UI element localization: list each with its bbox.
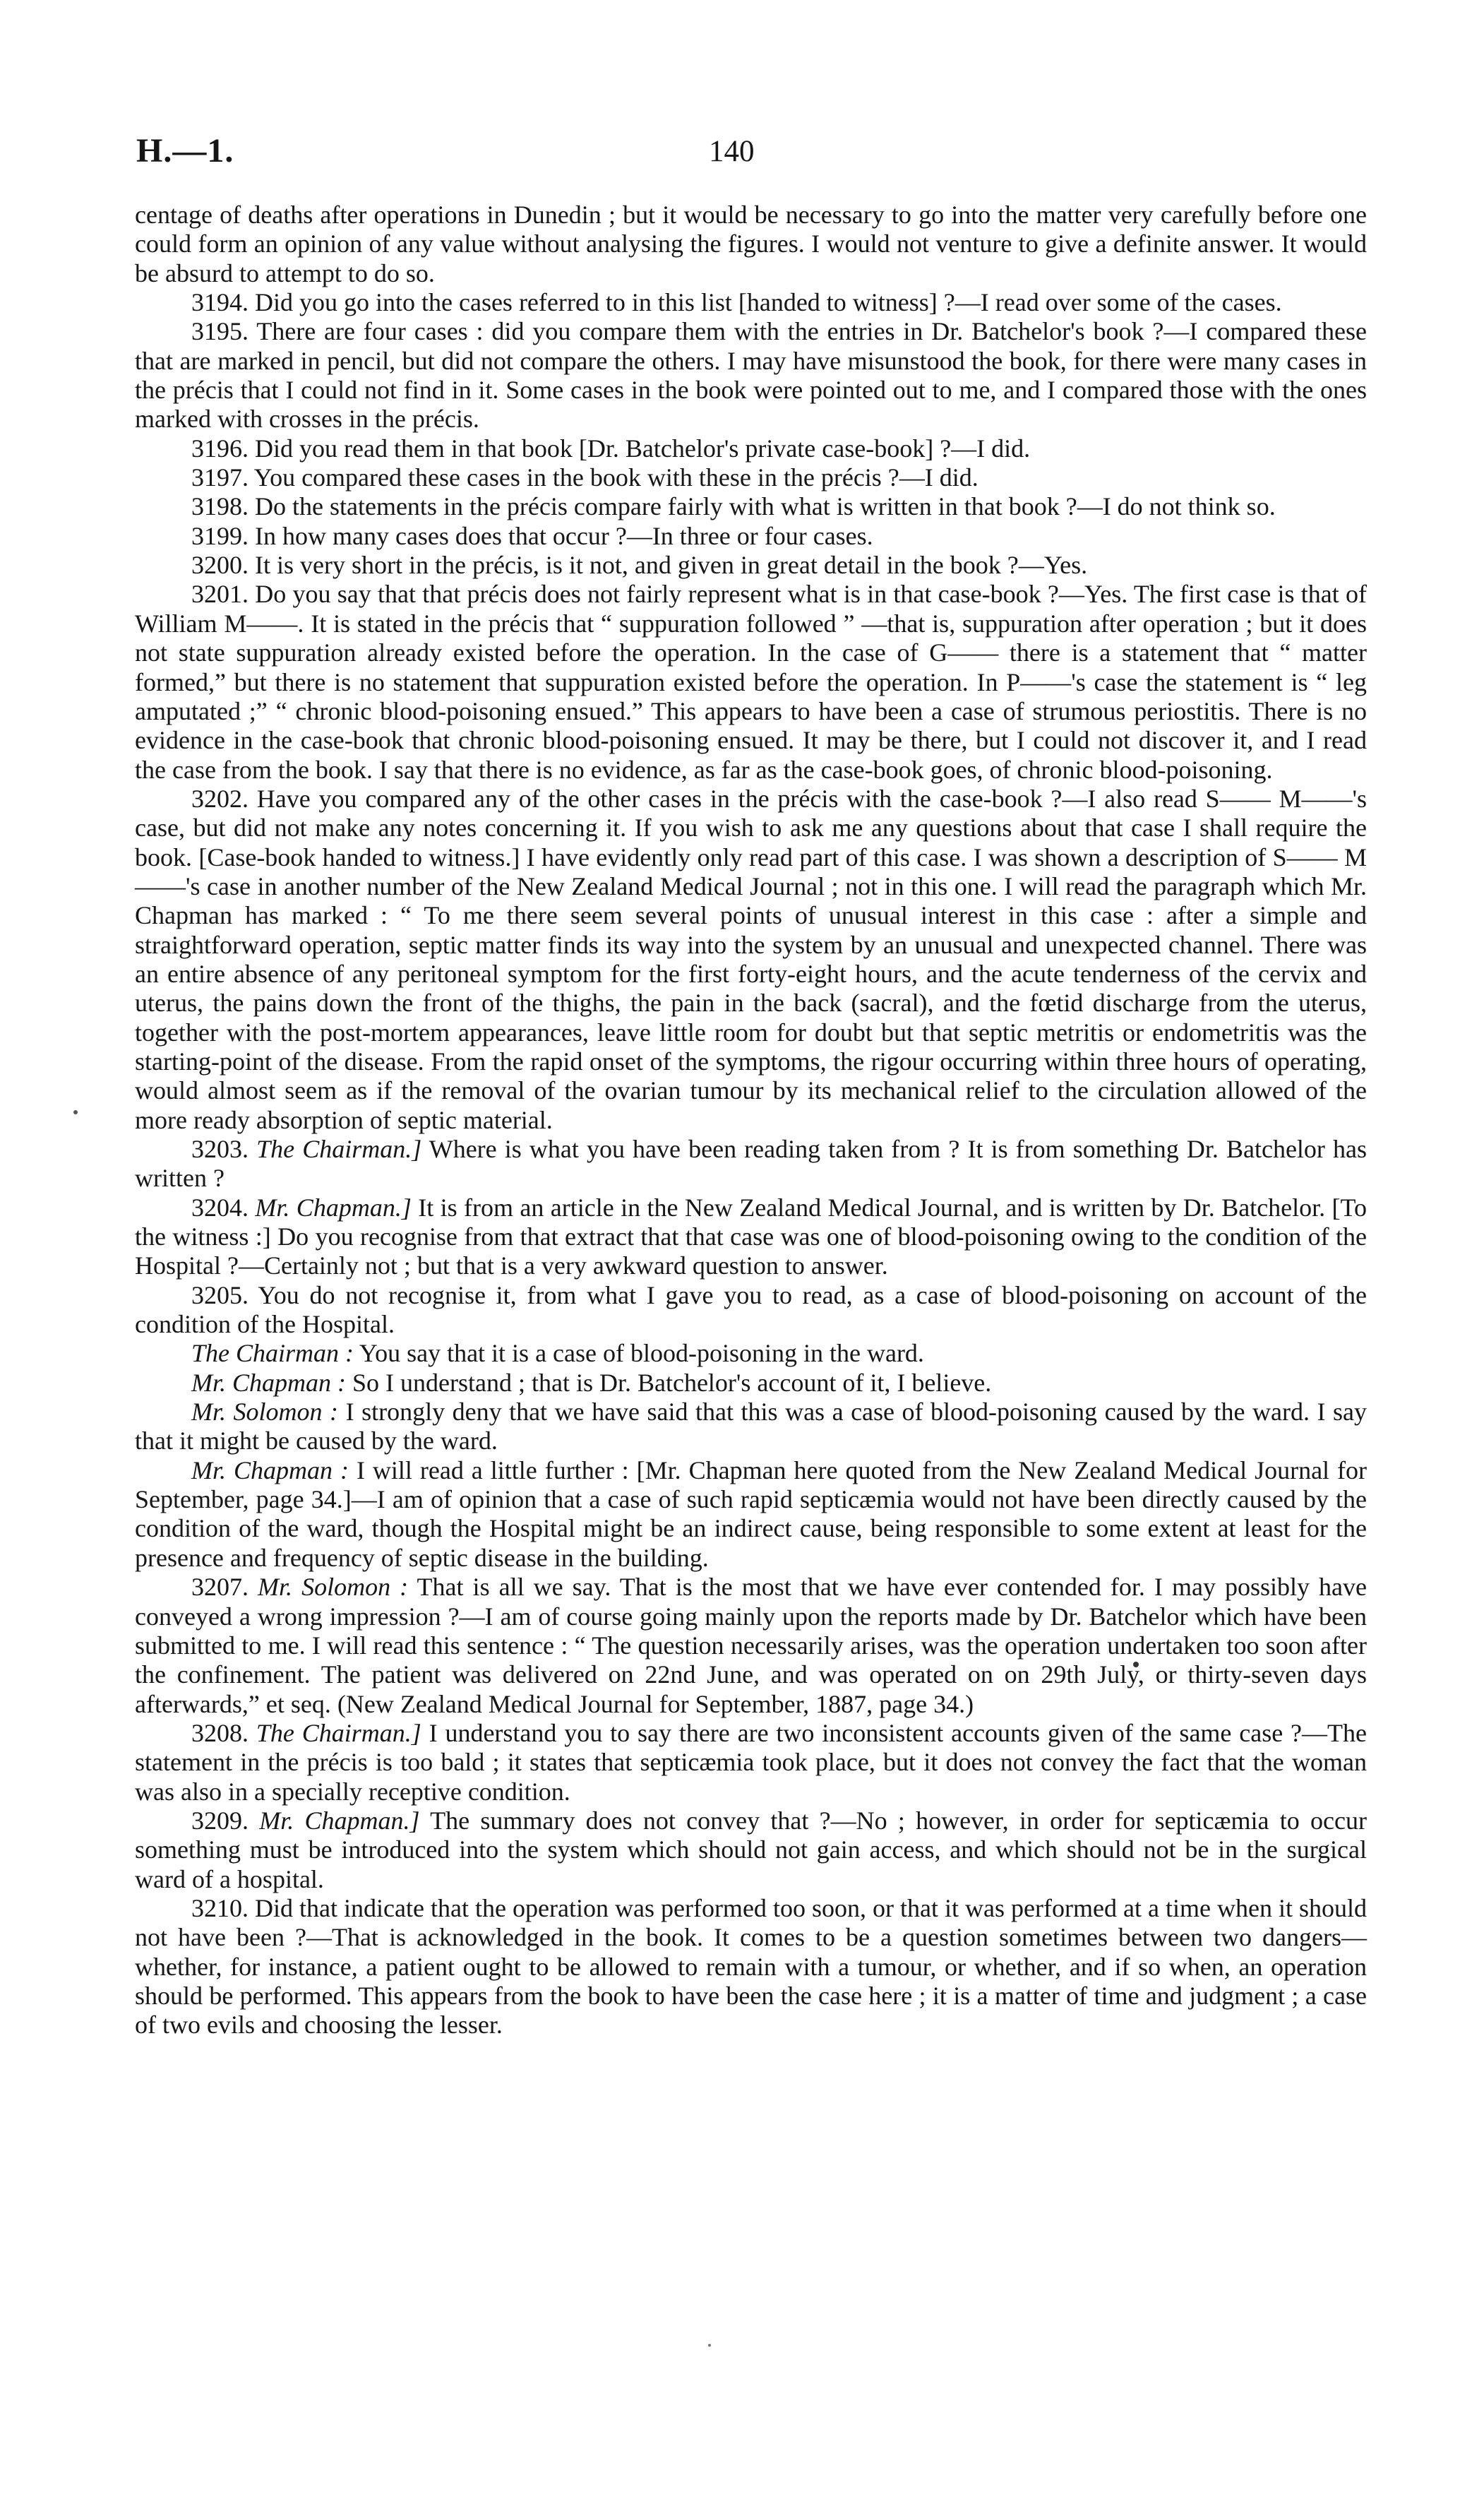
paragraph-text: There are four cases : did you compare them with the entries in Dr. Batchelor's book ?—I compared these that are marked in pencil, but did not compare the others. I may have misunstood the book, for there were many cases in the précis that I could not find in it. Some cases in the book were pointed out to me, and I compared those with the ones marked with crosses in the précis. bbox=[135, 317, 1367, 434]
paragraph-text: Did you go into the cases referred to in this list [handed to witness] ?—I read over some of the cases. bbox=[255, 288, 1282, 317]
paragraph bbox=[135, 434, 1367, 463]
paragraph bbox=[135, 1281, 1367, 1340]
speaker: Mr. Solomon : bbox=[191, 1398, 339, 1427]
paragraph-text: In how many cases does that occur ?—In three or four cases. bbox=[255, 521, 873, 550]
paragraph bbox=[135, 1339, 1367, 1368]
paragraph bbox=[135, 1719, 1367, 1806]
speaker: The Chairman : bbox=[191, 1339, 354, 1368]
question-number: 3209. bbox=[191, 1806, 249, 1835]
paragraph bbox=[135, 201, 1367, 288]
paragraph-text: I strongly deny that we have said that this was a case of blood-poisoning caused by the ward. I say that it might be caused by the ward. bbox=[135, 1398, 1368, 1455]
speaker: Mr. Solomon : bbox=[258, 1573, 409, 1602]
margin-mark bbox=[73, 1110, 78, 1114]
paragraph bbox=[135, 463, 1367, 492]
question-number: 3208. bbox=[191, 1718, 249, 1747]
paragraph bbox=[135, 492, 1367, 521]
paragraph bbox=[135, 288, 1367, 317]
paragraph bbox=[135, 1456, 1367, 1573]
paragraph bbox=[135, 1193, 1367, 1281]
paragraph-text: Have you compared any of the other cases in the précis with the case-book ?—I also read S—— M——'s case, but did not make any notes concerning it. If you wish to ask me any questions about that case I shall require the book. [Case-book handed to witness.] I have evidently only read part of this case. I was shown a description of S—— M——'s case in another number of the New Zealand Medical Journal ; not in this one. I will read the paragraph which Mr. Chapman has marked : “ To me there seem several points of unusual interest in this case : after a simple and straightforward operation, septic matter finds its way into the system by an unusual and unexpected channel. There was an entire absence of any peritoneal symptom for the first forty-eight hours, and the acute tenderness of the cervix and uterus, the pains down the front of the thighs, the pain in the back (sacral), and the fœtid discharge from the uterus, together with the post-mortem appearances, leave little room for doubt but that septic metritis or endometritis was the starting-point of the disease. From the rapid onset of the symptoms, the rigour occurring within three hours of operating, would almost seem as if the removal of the ovarian tumour by its mechanical relief to the circulation allowed of the more ready absorption of septic material. bbox=[135, 784, 1368, 1134]
document-reference: H.—1. bbox=[136, 132, 234, 169]
speaker: Mr. Chapman : bbox=[191, 1368, 347, 1397]
question-number: 3203. bbox=[191, 1135, 249, 1163]
question-number: 3205. bbox=[191, 1280, 249, 1309]
question-number: 3210. bbox=[191, 1893, 249, 1922]
paragraph bbox=[135, 1369, 1367, 1398]
paragraph bbox=[135, 1806, 1367, 1894]
speaker: Mr. Chapman.] bbox=[255, 1193, 412, 1222]
question-number: 3195. bbox=[191, 317, 249, 346]
paragraph-text: Do the statements in the précis compare fairly with what is written in that book ?—I do not think so. bbox=[255, 492, 1276, 521]
question-number: 3196. bbox=[191, 434, 249, 463]
speaker: The Chairman.] bbox=[256, 1135, 422, 1163]
paragraph-text: You do not recognise it, from what I gave you to read, as a case of blood-poisoning on account of the condition of the Hospital. bbox=[135, 1280, 1368, 1339]
paragraph-text: Did that indicate that the operation was performed too soon, or that it was performed at a time when it should not have been ?—That is acknowledged in the book. It comes to be a question sometimes between two dangers—whether, for instance, a patient ought to be allowed to remain with a tumour, or whether, and if so when, an operation should be performed. This appears from the book to have been the case here ; it is a matter of time and judgment ; a case of two evils and choosing the lesser. bbox=[135, 1893, 1368, 2039]
paragraph-text: Do you say that that précis does not fairly represent what is in that case-book ?—Yes. The first case is that of William M——. It is stated in the précis that “ suppuration followed ” —that is, suppuration after operation ; but it does not state suppuration already existed before the operation. In the case of G—— there is a statement that “ matter formed,” but there is no statement that suppuration existed before the operation. In P——'s case the statement is “ leg amputated ;” “ chronic blood-poisoning ensued.” This appears to have been a case of strumous periostitis. There is no evidence in the case-book that chronic blood-poisoning ensued. It may be there, but I could not discover it, and I read the case from the book. I say that there is no evidence, as far as the case-book goes, of chronic blood-poisoning. bbox=[135, 580, 1367, 784]
paragraph-text: So I understand ; that is Dr. Batchelor's account of it, I believe. bbox=[352, 1368, 992, 1397]
paragraph-text: Did you read them in that book [Dr. Batchelor's private case-book] ?—I did. bbox=[255, 434, 1031, 463]
paragraph bbox=[135, 785, 1367, 1135]
page-number: 140 bbox=[709, 135, 755, 168]
paragraph bbox=[135, 1135, 1367, 1193]
question-number: 3197. bbox=[191, 463, 249, 492]
speaker: Mr. Chapman : bbox=[191, 1455, 349, 1484]
paragraph bbox=[135, 1573, 1367, 1719]
question-number: 3204. bbox=[191, 1193, 249, 1222]
question-number: 3200. bbox=[191, 551, 249, 580]
paragraph bbox=[135, 1398, 1367, 1456]
paragraph-text: That is all we say. That is the most that we have ever contended for. I may possibly have conveyed a wrong impression ?—I am of course going mainly upon the reports made by Dr. Batchelor which have been submitted to me. I will read this sentence : “ The question necessarily arises, was the operation undertaken too soon after the confinement. The patient was delivered on 22nd June, and was operated on on 29th July, or thirty-seven days afterwards,” et seq. (New Zealand Medical Journal for September, 1887, page 34.) bbox=[135, 1573, 1368, 1718]
speaker: The Chairman.] bbox=[256, 1718, 421, 1747]
paragraph-text: You say that it is a case of blood-poisoning in the ward. bbox=[359, 1339, 924, 1368]
question-number: 3199. bbox=[191, 521, 249, 550]
paragraph-text: I understand you to say there are two inconsistent accounts given of the same case ?—The statement in the précis is too bald ; it states that septicæmia took place, but it does not convey the fact that the woman was also in a specially receptive condition. bbox=[135, 1718, 1368, 1806]
paragraph-text: Where is what you have been reading taken from ? It is from something Dr. Batchelor has written ? bbox=[135, 1135, 1368, 1193]
paragraph bbox=[135, 317, 1367, 434]
question-number: 3201. bbox=[191, 580, 249, 609]
paragraph-text: I will read a little further : [Mr. Chapman here quoted from the New Zealand Medical Journal for September, page 34.]—I am of opinion that a case of such rapid septicæmia would not have been directly caused by the condition of the ward, though the Hospital might be an indirect cause, being responsible to some extent at least for the presence and frequency of septic disease in the building. bbox=[135, 1455, 1367, 1572]
paragraph-text: centage of deaths after operations in Dunedin ; but it would be necessary to go into the matter very carefully before one could form an opinion of any value without analysing the figures. I would not venture to give a definite answer. It would be absurd to attempt to do so. bbox=[135, 201, 1367, 287]
question-number: 3198. bbox=[191, 492, 249, 521]
question-number: 3202. bbox=[191, 784, 249, 813]
testimony-body bbox=[135, 201, 1367, 2040]
paragraph-text: The summary does not convey that ?—No ; however, in order for septicæmia to occur something must be introduced into the system which should not gain access, and which should not be in the surgical ward of a hospital. bbox=[135, 1806, 1367, 1893]
question-number: 3207. bbox=[191, 1573, 249, 1602]
question-number: 3194. bbox=[191, 288, 249, 317]
paragraph-text: It is from an article in the New Zealand Medical Journal, and is written by Dr. Batchelor. [To the witness :] Do you recognise from that extract that that case was one of blood-poisoning owing to the condition of the Hospital ?—Certainly not ; but that is a very awkward question to answer. bbox=[135, 1193, 1368, 1280]
paragraph bbox=[135, 580, 1367, 784]
speaker: Mr. Chapman.] bbox=[259, 1806, 420, 1835]
paragraph-text: You compared these cases in the book with these in the précis ?—I did. bbox=[253, 463, 979, 492]
footer-mark bbox=[708, 2344, 711, 2347]
paragraph bbox=[135, 551, 1367, 580]
paragraph bbox=[135, 1894, 1367, 2040]
paragraph bbox=[135, 522, 1367, 551]
paragraph-text: It is very short in the précis, is it not, and given in great detail in the book ?—Yes. bbox=[255, 551, 1088, 580]
